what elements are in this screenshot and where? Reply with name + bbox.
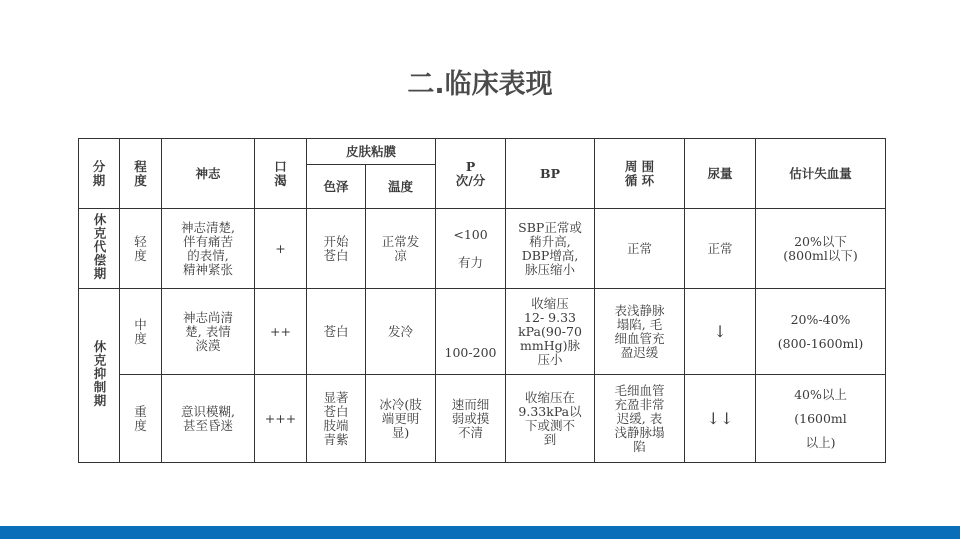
cell-bp: SBP正常或 稍升高, DBP增高, 脉压缩小	[506, 209, 595, 289]
footer-bar	[0, 526, 960, 539]
cell-thirst: ++	[255, 289, 307, 375]
header-mind: 神志	[162, 139, 255, 209]
cell-pulse: <100 有力	[436, 209, 506, 289]
cell-urine: 正常	[685, 209, 756, 289]
header-degree: 程 度	[120, 139, 162, 209]
cell-circulation: 表浅静脉 塌陷, 毛 细血管充 盈迟缓	[595, 289, 685, 375]
cell-thirst: +	[255, 209, 307, 289]
cell-bp: 收缩压在 9.33kPa以 下或测不 到	[506, 375, 595, 463]
cell-mind: 神志清楚, 伴有痛苦 的表情, 精神紧张	[162, 209, 255, 289]
cell-bp: 收缩压 12- 9.33 kPa(90-70 mmHg)脉 压小	[506, 289, 595, 375]
header-circulation: 周 围 循 环	[595, 139, 685, 209]
cell-temperature: 发冷	[366, 289, 436, 375]
cell-degree: 中 度	[120, 289, 162, 375]
cell-blood-loss: 40%以上 (1600ml 以上)	[756, 375, 886, 463]
stage-inhibited: 休克抑制期	[79, 289, 120, 463]
cell-pulse: 100-200	[436, 289, 506, 375]
cell-urine: ↓↓	[685, 375, 756, 463]
header-skin: 皮肤粘膜	[307, 139, 436, 165]
header-pulse: P 次/分	[436, 139, 506, 209]
cell-mind: 意识模糊, 甚至昏迷	[162, 375, 255, 463]
cell-temperature: 正常发 凉	[366, 209, 436, 289]
cell-degree: 重 度	[120, 375, 162, 463]
cell-thirst: +++	[255, 375, 307, 463]
cell-color: 显著 苍白 肢端 青紫	[307, 375, 366, 463]
header-stage: 分 期	[79, 139, 120, 209]
clinical-table	[78, 138, 886, 463]
cell-pulse: 速而细 弱或摸 不清	[436, 375, 506, 463]
table-row	[79, 289, 886, 375]
header-thirst: 口 渴	[255, 139, 307, 209]
header-temperature: 温度	[366, 165, 436, 209]
cell-circulation: 毛细血管 充盈非常 迟缓, 表 浅静脉塌 陷	[595, 375, 685, 463]
cell-degree: 轻 度	[120, 209, 162, 289]
cell-blood-loss: 20%-40% (800-1600ml)	[756, 289, 886, 375]
stage-compensated: 休克代偿期	[79, 209, 120, 289]
slide-title: 二.临床表现	[407, 69, 553, 100]
cell-color: 开始 苍白	[307, 209, 366, 289]
cell-mind: 神志尚清 楚, 表情 淡漠	[162, 289, 255, 375]
cell-blood-loss: 20%以下 (800ml以下)	[756, 209, 886, 289]
table-row	[79, 375, 886, 463]
cell-color: 苍白	[307, 289, 366, 375]
cell-temperature: 冰冷(肢 端更明 显)	[366, 375, 436, 463]
cell-urine: ↓	[685, 289, 756, 375]
table-row	[79, 209, 886, 289]
cell-circulation: 正常	[595, 209, 685, 289]
header-urine: 尿量	[685, 139, 756, 209]
header-blood-loss: 估计失血量	[756, 139, 886, 209]
header-bp: BP	[506, 139, 595, 209]
header-color: 色泽	[307, 165, 366, 209]
